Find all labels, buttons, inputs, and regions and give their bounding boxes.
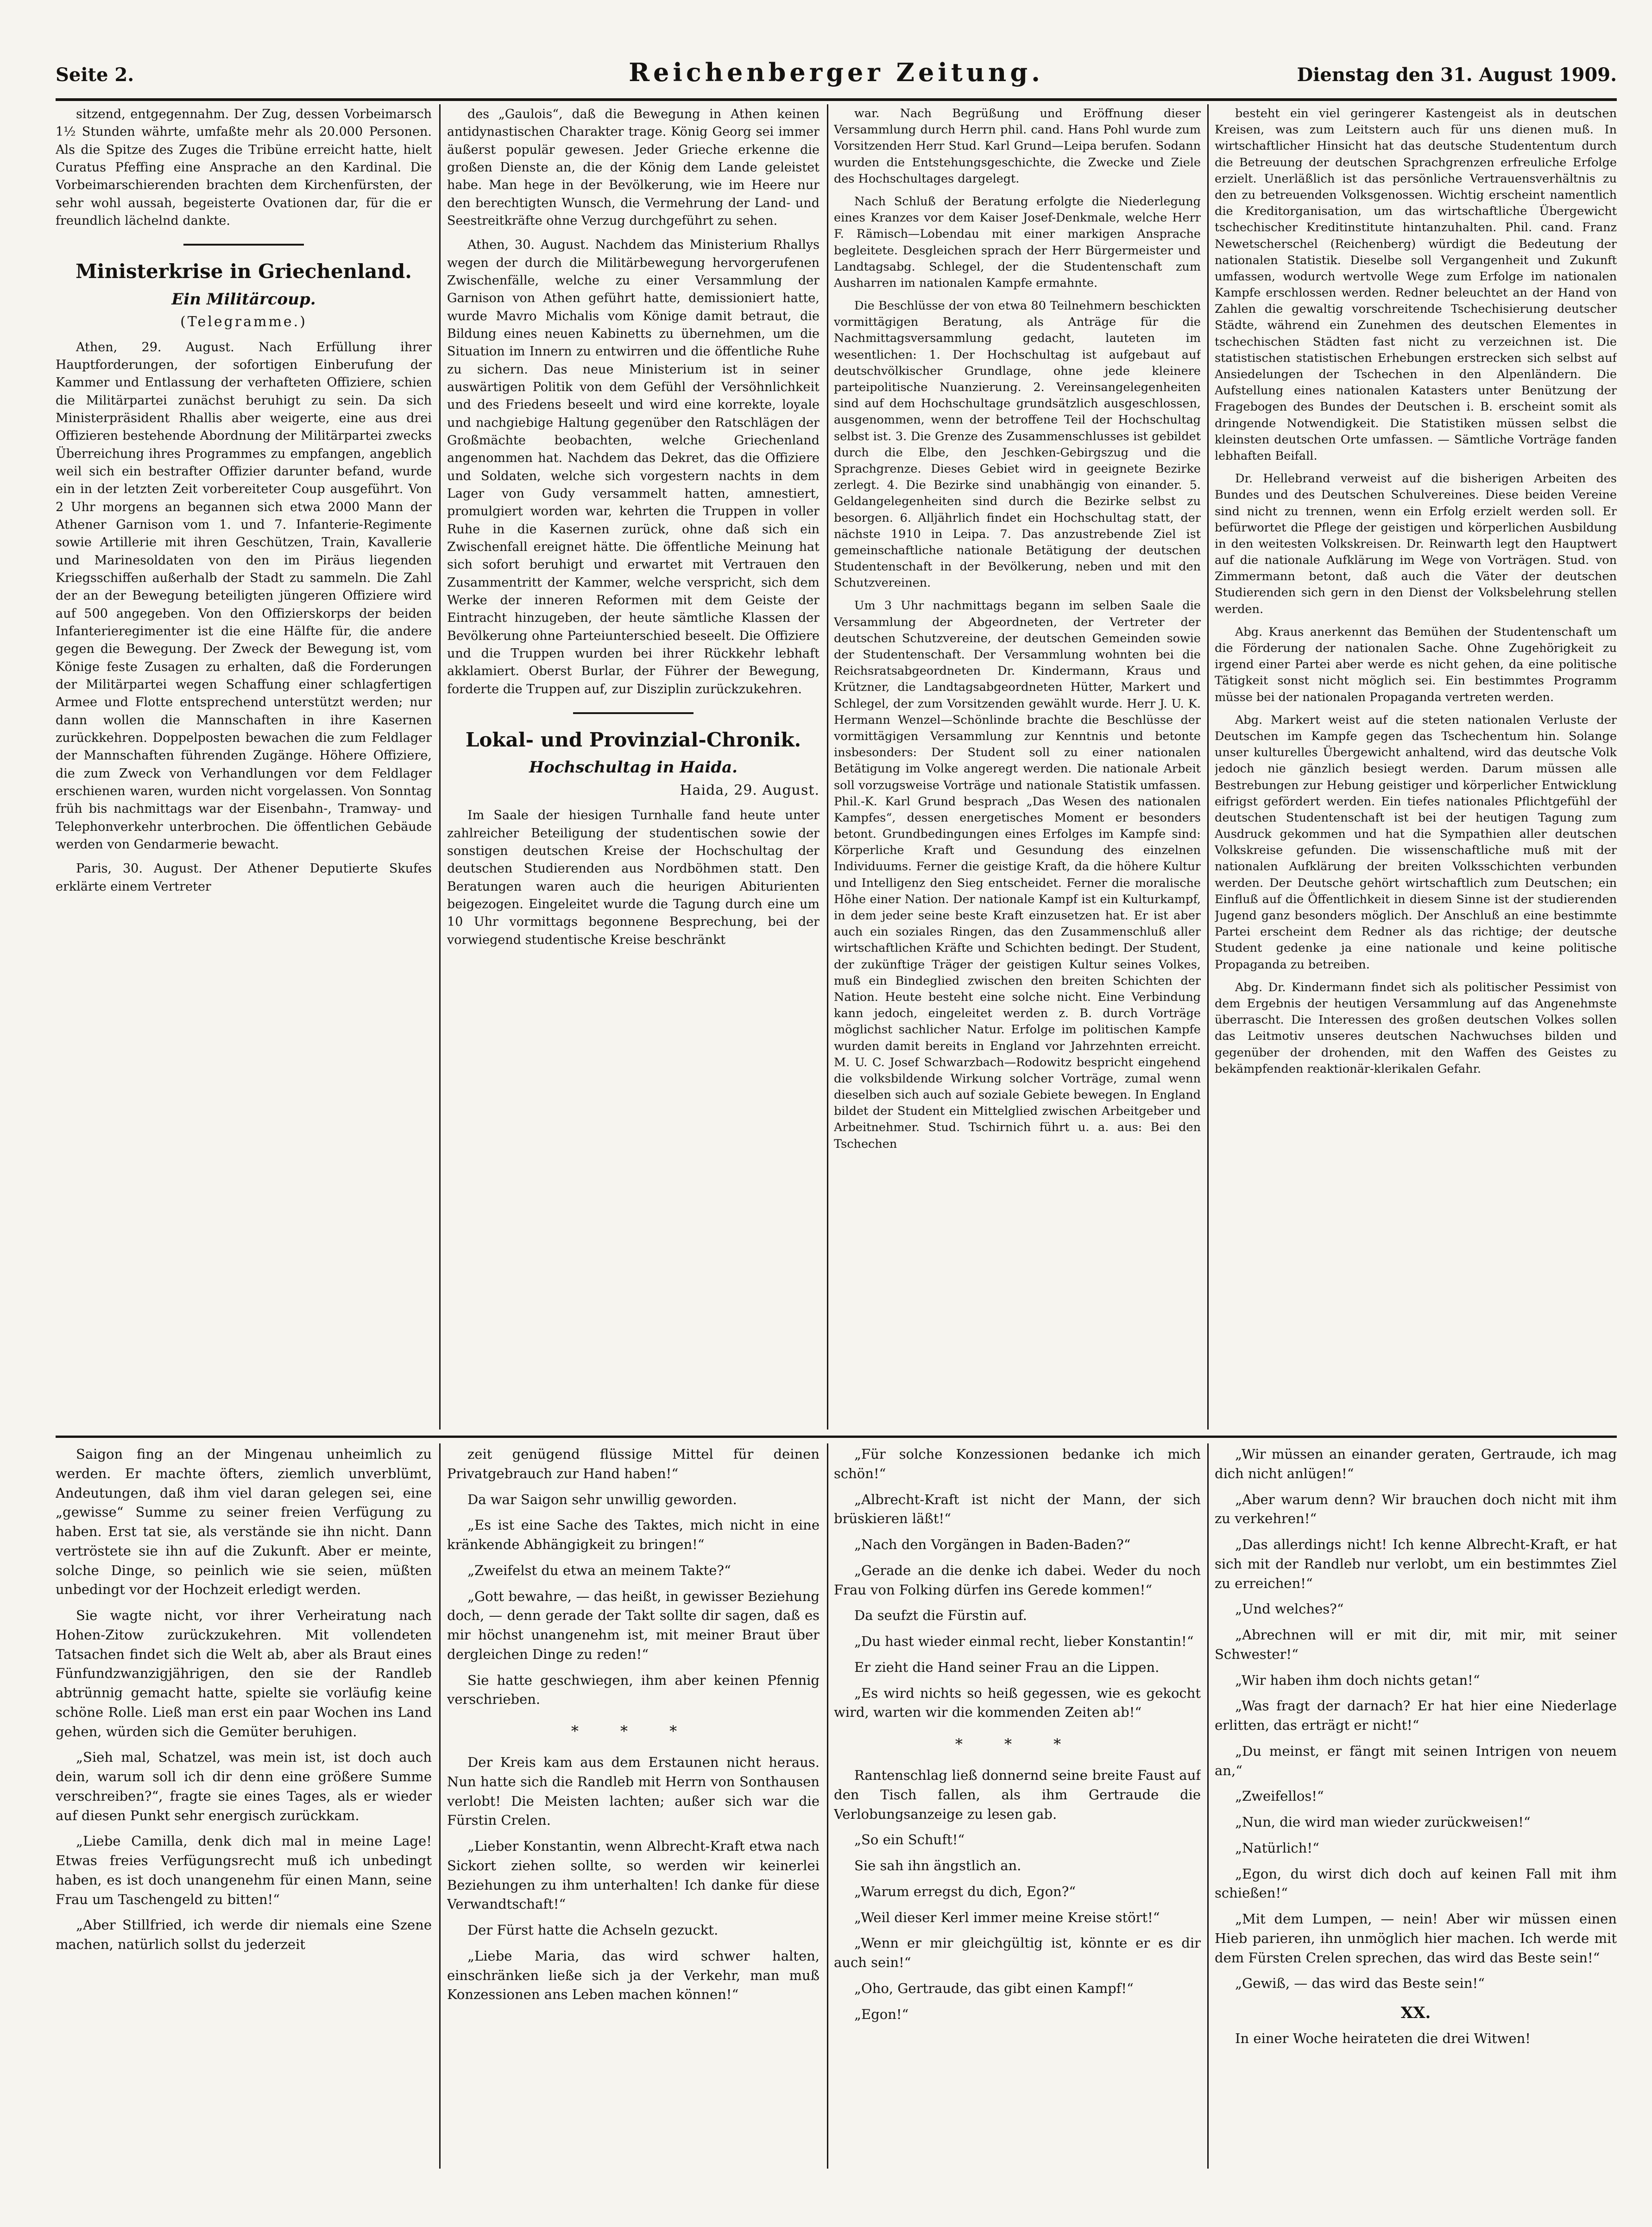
haida-report-start: Im Saale der hiesigen Turnhalle fand heute unter zahlreicher Beteiligung der studentischen sowie der sonstigen deutschen Kreise der Hochschultag der deutschen Studierenden aus Nordböhmen statt. Den Beratungen waren auch die heurigen Abiturienten beigezogen. Eingeleitet wurde die Tagung durch eine um 10 Uhr vormittags begonnene Besprechung, bei der vorwiegend studentische Kreise beschränkt bbox=[447, 808, 820, 947]
novel-paragraph: „Und welches?“ bbox=[1235, 1601, 1344, 1617]
novel-paragraph: Der Kreis kam aus dem Erstaunen nicht heraus. Nun hatte sich die Randleb mit Herrn von Sonthausen verlobt! Die Meisten lachten; außer sich war die Fürstin Crelen. bbox=[447, 1754, 820, 1828]
novel-paragraph: Saigon fing an der Mingenau unheimlich zu werden. Er machte öfters, ziemlich unverblümt, Andeutungen, daß ihm viel daran gelegen sei, eine „gewisse“ Summe zu seiner freien Verfügung zu haben. Erst tat sie, als verstände sie ihn nicht. Dann vertröstete sie ihn auf die Zukunft. Aber er meinte, solche Dinge, so peinlich wie sie seien, müßten unbedingt vor der Hochzeit erledigt werden. bbox=[56, 1446, 432, 1598]
novel-paragraph: Er zieht die Hand seiner Frau an die Lippen. bbox=[854, 1659, 1160, 1675]
news-column-1 bbox=[56, 106, 432, 1432]
novel-paragraph: „Liebe Camilla, denk dich mal in meine Lage! Etwas freies Verfügungsrecht muß ich unbedingt haben, es ist doch unangenehm für einen Mann, seine Frau um Taschengeld zu bitten!“ bbox=[56, 1833, 432, 1907]
haida-dateline: Haida, 29. August. bbox=[680, 782, 820, 798]
novel-paragraph: zeit genügend flüssige Mittel für deinen Privatgebrauch zur Hand haben!“ bbox=[447, 1446, 820, 1481]
novel-paragraph: „Für solche Konzessionen bedanke ich mich schön!“ bbox=[834, 1446, 1201, 1481]
newspaper-title: Reichenberger Zeitung. bbox=[629, 57, 1044, 87]
section-separator bbox=[573, 712, 694, 714]
novel-paragraph: „Oho, Gertraude, das gibt einen Kampf!“ bbox=[854, 1980, 1134, 1996]
haida-report-p1: war. Nach Begrüßung und Eröffnung dieser Versammlung durch Herrn phil. cand. Hans Pohl wurde zum Vorsitzenden Herr Stud. Karl Grund—Leipa berufen. Sodann wurden die Entstehungsgeschichte, die Zwecke und Ziele des Hochschultages dargelegt. bbox=[834, 107, 1201, 186]
novel-column-3 bbox=[834, 1445, 1201, 2168]
novel-paragraph: „Aber Stillfried, ich werde dir niemals eine Szene machen, natürlich sollst du jederzeit bbox=[56, 1917, 432, 1952]
novel-paragraph: „Es wird nichts so heiß gegessen, wie es gekocht wird, warten wir die kommenden Zeiten ab!“ bbox=[834, 1685, 1201, 1721]
greece-crisis-headline: Ministerkrise in Griechenland. bbox=[76, 260, 412, 283]
athens-report-30: Athen, 30. August. Nachdem das Ministerium Rhallys wegen der durch die Militärbewegung hervorgerufenen Zwischenfälle, welche zu einer Versammlung der Garnison von Athen geführt hatte, demissioniert hatte, wurde Mavro Michalis vom Könige damit betraut, die Bildung eines neuen Kabinetts zu übernehmen, um die Situation im Innern zu entwirren und die öffentliche Ruhe zu sichern. Das neue Ministerium ist in seiner auswärtigen Politik von dem Gefühl der Versöhnlichkeit und des Friedens beseelt und wird eine korrekte, loyale und nachgiebige Haltung gegenüber den Ratschlägen der Großmächte beobachten, welche Griechenland angenommen hat. Nachdem das Dekret, das die Offiziere und Soldaten, welche sich vorgestern nachts in dem Lager von Gudy versammelt hatten, amnestiert, promulgiert worden war, kehrten die Truppen in voller Ruhe in die Kasernen zurück, ohne daß sich ein Zwischenfall ereignet hätte. Die öffentliche Meinung hat sich sofort beruhigt und erwartet mit Vertrauen den Zusammentritt der Kammer, welche verspricht, sich dem Werke der inneren Reformen mit dem Geiste der Eintracht hinzugeben, der heute sämtliche Klassen der Bevölkerung ohne Parteiunterschied beseelt. Die Offiziere und die Truppen wurden bei ihrer Rückkehr lebhaft akklamiert. Oberst Burlar, der Führer der Bewegung, forderte die Truppen auf, zur Disziplin zurückzukehren. bbox=[447, 238, 820, 696]
haida-report-p3: Die Beschlüsse der von etwa 80 Teilnehmern beschickten vormittägigen Beratung, als Anträge für die Nachmittagsversammlung gedacht, lauteten im wesentlichen: 1. Der Hochschultag ist aufgebaut auf deutschvölkischer Grundlage, ohne jede kleinere parteipolitische Nuanzierung. 2. Vereinsangelegenheiten sind auf dem Hochschultage grundsätzlich ausgeschlossen, ausgenommen, wenn der betroffene Teil der Hochschultag selbst ist. 3. Die Grenze des Zusammenschlusses ist gebildet durch die Elbe, den Jeschken-Gebirgszug und die Sprachgrenze. Dieses Gebiet wird in geeignete Bezirke zerlegt. 4. Die Bezirke sind unabhängig von einander. 5. Geldangelegenheiten sind durch die Bezirke selbst zu besorgen. 6. Alljährlich findet ein Hochschultag statt, der nächste 1910 in Leipa. 7. Das anzustrebende Ziel ist gemeinschaftliche nationale Betätigung der deutschen Studentenschaft in der Bevölkerung, neben und mit den Schutzvereinen. bbox=[834, 299, 1201, 590]
novel-column-2 bbox=[447, 1445, 820, 2168]
masthead bbox=[56, 57, 1617, 95]
novel-paragraph: In einer Woche heirateten die drei Witwen! bbox=[1235, 2030, 1531, 2046]
lower-column-rule-3 bbox=[1207, 1443, 1209, 2169]
novel-paragraph: „Zweifellos!“ bbox=[1235, 1788, 1324, 1804]
novel-paragraph: „Wir müssen an einander geraten, Gertraude, ich mag dich nicht anlügen!“ bbox=[1215, 1446, 1617, 1481]
haida-headline: Hochschultag in Haida. bbox=[529, 758, 738, 777]
greece-crisis-subheadline: Ein Militärcoup. bbox=[171, 290, 316, 309]
lower-column-rule-1 bbox=[439, 1443, 441, 2169]
novel-paragraph: „Wir haben ihm doch nichts getan!“ bbox=[1235, 1672, 1480, 1688]
news-column-4 bbox=[1215, 106, 1617, 1432]
novel-paragraph: „Albrecht-Kraft ist nicht der Mann, der sich brüskieren läßt!“ bbox=[834, 1491, 1201, 1527]
haida-report-p5: besteht ein viel geringerer Kastengeist als in deutschen Kreisen, was zum Leitstern auch für uns dienen muß. In wirtschaftlicher Hinsicht hat das deutsche Studententum durch die Betreuung der deutschen Sprachgrenzen erfreuliche Erfolge erzielt. Unerläßlich ist das persönliche Vertrauensverhältnis zu den zu betreuenden Volksgenossen. Wichtig erscheint namentlich die Kreditorganisation, um das wirtschaftliche Übergewicht tschechischer Kreditinstitute hintanzuhalten. Phil. cand. Franz Newetscherschel (Reichenberg) würdigt die Bedeutung der nationalen Statistik. Dieselbe soll Vergangenheit und Zukunft umfassen, wodurch wertvolle Wege zum Erfolge im nationalen Kampfe erschlossen werden. Redner beleuchtet an der Hand von Zahlen die gewaltig vorschreitende Tschechisierung deutscher Städte, während ein Zunehmen des deutschen Elementes in tschechischen Städten fast nicht zu verzeichnen ist. Die statistischen statistischen Erhebungen erstrecken sich selbst auf Ansiedelungen der Tschechen in den Alpenländern. Die Aufstellung eines nationalen Katasters unter Benützung der Fragebogen des Bundes der Deutschen i. B. erscheint somit als dringende Notwendigkeit. Die Statistiken müssen selbst die kleinsten deutschen Orte umfassen. — Sämtliche Vorträge fanden lebhaften Beifall. bbox=[1215, 107, 1617, 463]
novel-paragraph: Da war Saigon sehr unwillig geworden. bbox=[467, 1491, 737, 1507]
section-separator bbox=[183, 244, 304, 246]
cardinal-report-end: sitzend, entgegennahm. Der Zug, dessen Vorbeimarsch 1½ Stunden währte, umfaßte mehr als 20.000 Personen. Als die Spitze des Zuges die Tribüne erreicht hatte, hielt Curatus Pfeffing eine Ansprache an den Kardinal. Die Vorbeimarschierenden brachten dem Kirchenfürsten, der sehr wohl aussah, begeisterte Ovationen dar, für die er freundlich lächelnd dankte. bbox=[56, 107, 432, 228]
scene-break: * * * bbox=[955, 1735, 1080, 1753]
novel-paragraph: „Gerade an die denke ich dabei. Weder du noch Frau von Folking dürfen ins Gerede kommen!“ bbox=[834, 1562, 1201, 1598]
haida-report-p9: Abg. Dr. Kindermann findet sich als politischer Pessimist von dem Ergebnis der heutigen Versammlung auf das Angenehmste überrascht. Die Interessen des großen deutschen Volkes sollen das Leitmotiv unseres deutschen Nachwuchses bilden und gegenüber der drohenden, mit den Waffen des Geistes zu bekämpfenden reaktionär-klerikalen Gefahr. bbox=[1215, 980, 1617, 1076]
novel-paragraph: Rantenschlag ließ donnernd seine breite Faust auf den Tisch fallen, als ihm Gertraude die Verlobungsanzeige zu lesen gab. bbox=[834, 1767, 1201, 1822]
haida-report-p2: Nach Schluß der Beratung erfolgte die Niederlegung eines Kranzes vor dem Kaiser Josef-Denkmale, welche Herr F. Rämisch—Lobendau mit einer markigen Ansprache begleitete. Desgleichen sprach der Herr Bürgermeister und Landtagsabg. Schlegel, der die Studentenschaft zum Ausharren im nationalen Kampfe ermahnte. bbox=[834, 194, 1201, 290]
haida-report-p4: Um 3 Uhr nachmittags begann im selben Saale die Versammlung der Abgeordneten, der Vertreter der deutschen Schutzvereine, der deutschen Gemeinden sowie der Studentenschaft. Der Versammlung wohnten bei die Reichsratsabgeordneten Dr. Kindermann, Kraus und Krützner, die Landtagsabgeordneten Hütter, Markert und Schlegel, der zum Vorsitzenden gewählt wurde. Herr J. U. K. Hermann Wenzel—Schönlinde brachte die Beschlüsse der vormittägigen Versammlung zur Kenntnis und betonte insbesonders: Der Student soll zu einer nationalen Betätigung im Volke angeregt werden. Die nationale Arbeit soll vorzugsweise Vorträge und nationale Statistik umfassen. Phil.-K. Karl Grund besprach „Das Wesen des nationalen Kampfes“, dessen energetisches Moment er besonders betont. Grundbedingungen eines Erfolges im Kampfe sind: Körperliche Kraft und Gesundung des einzelnen Individuums. Ferner die geistige Kraft, da die höhere Kultur und Intelligenz den Sieg entscheidet. Ferner die moralische Höhe einer Nation. Der nationale Kampf ist ein Kulturkampf, in dem jeder seine beste Kraft einzusetzen hat. Er ist aber auch ein soziales Ringen, das den Zusammenschluß aller wirtschaftlichen Kräfte und Schichten bedingt. Der Student, der zukünftige Träger der geistigen Kultur seines Volkes, muß ein Bindeglied zwischen den breiten Schichten der Nation. Heute besteht eine solche nicht. Eine Verbindung kann jedoch, eingeleitet werden z. B. durch Vorträge möglichst sachlicher Natur. Erfolge im politischen Kampfe wurden damit bereits in England vor Jahrzehnten erreicht. M. U. C. Josef Schwarzbach—Rodowitz bespricht eingehend die volksbildende Wirkung solcher Vorträge, zumal wenn dieselben sich auch auf soziale Gebiete bewegen. In England bildet der Student ein Mittelglied zwischen Arbeitgeber und Arbeitnehmer. Stud. Tschirnich führt u. a. aus: Bei den Tschechen bbox=[834, 599, 1201, 1151]
novel-paragraph: „Das allerdings nicht! Ich kenne Albrecht-Kraft, er hat sich mit der Randleb nur verlobt, um ein bestimmtes Ziel zu erreichen!“ bbox=[1215, 1537, 1617, 1591]
novel-paragraph: „Liebe Maria, das wird schwer halten, einschränken ließe sich ja der Verkehr, man muß Konzessionen ans Leben machen können!“ bbox=[447, 1948, 820, 2003]
novel-paragraph: „Gott bewahre, — das heißt, in gewisser Beziehung doch, — denn gerade der Takt sollte dir sagen, daß es mir höchst unangenehm ist, mit meiner Braut über dergleichen Dinge zu reden!“ bbox=[447, 1588, 820, 1662]
novel-paragraph: „Wenn er mir gleichgültig ist, könnte er es dir auch sein!“ bbox=[834, 1935, 1201, 1971]
novel-paragraph: „Gewiß, — das wird das Beste sein!“ bbox=[1235, 1975, 1485, 1992]
novel-paragraph: „Was fragt der darnach? Er hat hier eine Niederlage erlitten, das erträgt er nicht!“ bbox=[1215, 1698, 1617, 1733]
news-column-3 bbox=[834, 106, 1201, 1432]
novel-paragraph: „Warum erregst du dich, Egon?“ bbox=[854, 1883, 1076, 1899]
novel-column-1 bbox=[56, 1445, 432, 2168]
novel-paragraph: Der Fürst hatte die Achseln gezuckt. bbox=[467, 1922, 719, 1938]
novel-paragraph: „So ein Schuft!“ bbox=[854, 1832, 965, 1848]
novel-paragraph: „Zweifelst du etwa an meinem Takte?“ bbox=[467, 1562, 731, 1578]
novel-paragraph: „Weil dieser Kerl immer meine Kreise stört!“ bbox=[854, 1909, 1160, 1925]
column-rule-1 bbox=[439, 104, 441, 1430]
novel-paragraph: „Abrechnen will er mit dir, mit mir, mit seiner Schwester!“ bbox=[1215, 1627, 1617, 1662]
news-column-2 bbox=[447, 106, 820, 1432]
page-number: Seite 2. bbox=[56, 64, 134, 86]
local-chronicle-headline: Lokal- und Provinzial-Chronik. bbox=[465, 728, 801, 751]
novel-paragraph: Sie hatte geschwiegen, ihm aber keinen Pfennig verschrieben. bbox=[447, 1672, 820, 1708]
telegram-tag: (Telegramme.) bbox=[180, 314, 307, 330]
lower-column-rule-2 bbox=[827, 1443, 828, 2169]
chapter-heading: XX. bbox=[1400, 2004, 1431, 2022]
masthead-rule bbox=[56, 98, 1617, 101]
novel-paragraph: „Lieber Konstantin, wenn Albrecht-Kraft etwa nach Sickort ziehen sollte, so werden wir keinerlei Beziehungen zu ihm unterhalten! Ich danke für diese Verwandtschaft!“ bbox=[447, 1838, 820, 1912]
novel-paragraph: Da seufzt die Fürstin auf. bbox=[854, 1607, 1027, 1624]
haida-report-p8: Abg. Markert weist auf die steten nationalen Verluste der Deutschen im Kampfe gegen das Tschechentum hin. Solange unser kulturelles Übergewicht anhaltend, wird das deutsche Volk jedoch nie gänzlich besiegt werden. Darum müssen alle Bestrebungen zur Hebung geistiger und körperlicher Entwicklung eifrigst gefördert werden. Ein tiefes nationales Pflichtgefühl der deutschen Studentenschaft ist bei der heutigen Tagung zum Ausdruck gekommen und hat die Sympathien aller deutschen Volkskreise gefunden. Die wissenschaftliche muß mit der nationalen Aufklärung der breiten Volksschichten verbunden werden. Der Deutsche gehört wirtschaftlich zum Deutschen; ein Einfluß auf die Öffentlichkeit in diesem Sinne ist der studierenden Jugend ganz besonders möglich. Der Anschluß an eine bestimmte Partei erscheint dem Redner als das richtige; der deutsche Student gedenke ja eine nationale und keine politische Propaganda zu betreiben. bbox=[1215, 713, 1617, 972]
novel-paragraph: „Aber warum denn? Wir brauchen doch nicht mit ihm zu verkehren!“ bbox=[1215, 1491, 1617, 1527]
feuilleton-divider bbox=[56, 1436, 1617, 1438]
column-rule-2 bbox=[827, 104, 828, 1430]
novel-paragraph: „Du hast wieder einmal recht, lieber Konstantin!“ bbox=[854, 1633, 1194, 1649]
novel-column-4 bbox=[1215, 1445, 1617, 2168]
novel-paragraph: „Es ist eine Sache des Taktes, mich nicht in eine kränkende Abhängigkeit zu bringen!“ bbox=[447, 1517, 820, 1552]
novel-paragraph: Sie sah ihn ängstlich an. bbox=[854, 1858, 1021, 1874]
novel-paragraph: „Egon!“ bbox=[854, 2006, 909, 2022]
scene-break: * * * bbox=[571, 1722, 696, 1740]
haida-report-p6: Dr. Hellebrand verweist auf die bisherigen Arbeiten des Bundes und des Deutschen Schulvereines. Diese beiden Vereine sind nicht zu trennen, wenn ein Erfolg erzielt werden soll. Er befürwortet die Pflege der geistigen und körperlichen Ausbildung in den weitesten Volkskreisen. Dr. Reinwarth legt den Hauptwert auf die nationale Aufklärung im Wege von Vorträgen. Stud. von Zimmermann betont, daß auch die Väter der deutschen Studierenden sich gern in den Dienst der Volksbelehrung stellen werden. bbox=[1215, 472, 1617, 616]
novel-paragraph: „Sieh mal, Schatzel, was mein ist, ist doch auch dein, warum soll ich dir denn eine größere Summe verschreiben?“, fragte sie eines Tages, als er wieder auf diesen Punkt sehr energisch zurückkam. bbox=[56, 1749, 432, 1823]
novel-paragraph: „Du meinst, er fängt mit seinen Intrigen von neuem an,“ bbox=[1215, 1743, 1617, 1778]
column-rule-3 bbox=[1207, 104, 1209, 1430]
novel-paragraph: „Nach den Vorgängen in Baden-Baden?“ bbox=[854, 1537, 1131, 1552]
athens-report-29: Athen, 29. August. Nach Erfüllung ihrer Hauptforderungen, der sofortigen Einberufung der Kammer und Entlassung der verhafteten Offiziere, schien die Militärpartei zunächst beruhigt zu sein. Da sich Ministerpräsident Rhallis aber weigerte, eine aus drei Offizieren bestehende Abordnung der Militärpartei zwecks Überreichung ihres Programmes zu empfangen, angeblich weil sich ein bestrafter Offizier darunter befand, wurde ein in der letzten Zeit vorbereiteter Coup ausgeführt. Von 2 Uhr morgens an begannen sich etwa 2000 Mann der Athener Garnison vom 1. und 7. Infanterie-Regimente sowie Artillerie mit ihren Geschützen, Train, Kavallerie und Marinesoldaten von den im Piräus liegenden Kriegsschiffen außerhalb der Stadt zu sammeln. Die Zahl der an der Bewegung beteiligten jüngeren Offiziere wird auf 500 angegeben. Von den Offizierskorps der beiden Infanterieregimenter ist die eine Hälfte für, die andere gegen die Bewegung. Der Zweck der Bewegung ist, vom Könige feste Zusagen zu erhalten, daß die Forderungen der Militärpartei wegen Schaffung einer schlagfertigen Armee und Flotte entsprechend unterstützt werden; nur dann wollen die Mannschaften in ihre Kasernen zurückkehren. Doppelposten bewachen die zum Feldlager der Mannschaften führenden Zugänge. Höhere Offiziere, die zum Zweck von Verhandlungen vor dem Feldlager erschienen waren, wurden nicht vorgelassen. Von Sonntag früh bis nachmittags war der Eisenbahn-, Tramway- und Telephonverkehr unterbrochen. Die öffentlichen Gebäude werden von Gendarmerie bewacht. bbox=[56, 340, 432, 852]
novel-paragraph: „Natürlich!“ bbox=[1235, 1840, 1319, 1856]
novel-paragraph: Sie wagte nicht, vor ihrer Verheiratung nach Hohen-Zitow zurückzukehren. Mit vollendeten Tatsachen findet sich die Welt ab, aber als Braut eines Fünfundzwanzigjährigen, den sie der Randleb abtrünnig gemacht hatte, spielte sie vorläufig keine schöne Rolle. Ließ man erst ein paar Wochen ins Land gehen, würden sich die Gemüter beruhigen. bbox=[56, 1607, 432, 1740]
haida-report-p7: Abg. Kraus anerkennt das Bemühen der Studentenschaft um die Förderung der nationalen Sache. Ohne Zugehörigkeit zu irgend einer Partei aber werde es nicht gehen, da eine politische Tätigkeit sonst nicht möglich sei. Ein bestimmtes Programm müsse bei der nationalen Propaganda vertreten werden. bbox=[1215, 625, 1617, 704]
novel-paragraph: „Egon, du wirst dich doch auf keinen Fall mit ihm schießen!“ bbox=[1215, 1866, 1617, 1901]
paris-report-start: Paris, 30. August. Der Athener Deputierte Skufes erklärte einem Vertreter bbox=[56, 861, 432, 894]
novel-paragraph: „Nun, die wird man wieder zurückweisen!“ bbox=[1235, 1814, 1531, 1830]
novel-paragraph: „Mit dem Lumpen, — nein! Aber wir müssen einen Hieb parieren, ihn unmöglich hier machen. Ich werde mit dem Fürsten Crelen sprechen, das wird das Beste sein!“ bbox=[1215, 1911, 1617, 1966]
issue-date: Dienstag den 31. August 1909. bbox=[1297, 64, 1617, 86]
gaulois-report: des „Gaulois“, daß die Bewegung in Athen keinen antidynastischen Charakter trage. König Georg sei immer äußerst populär gewesen. Jeder Grieche erkenne die großen Dienste an, die der König dem Lande geleistet habe. Man hege in der Bevölkerung, wie im Heere nur den berechtigten Wunsch, die Vermehrung der Land- und Seestreitkräfte ohne Verzug durchgeführt zu sehen. bbox=[447, 107, 820, 228]
